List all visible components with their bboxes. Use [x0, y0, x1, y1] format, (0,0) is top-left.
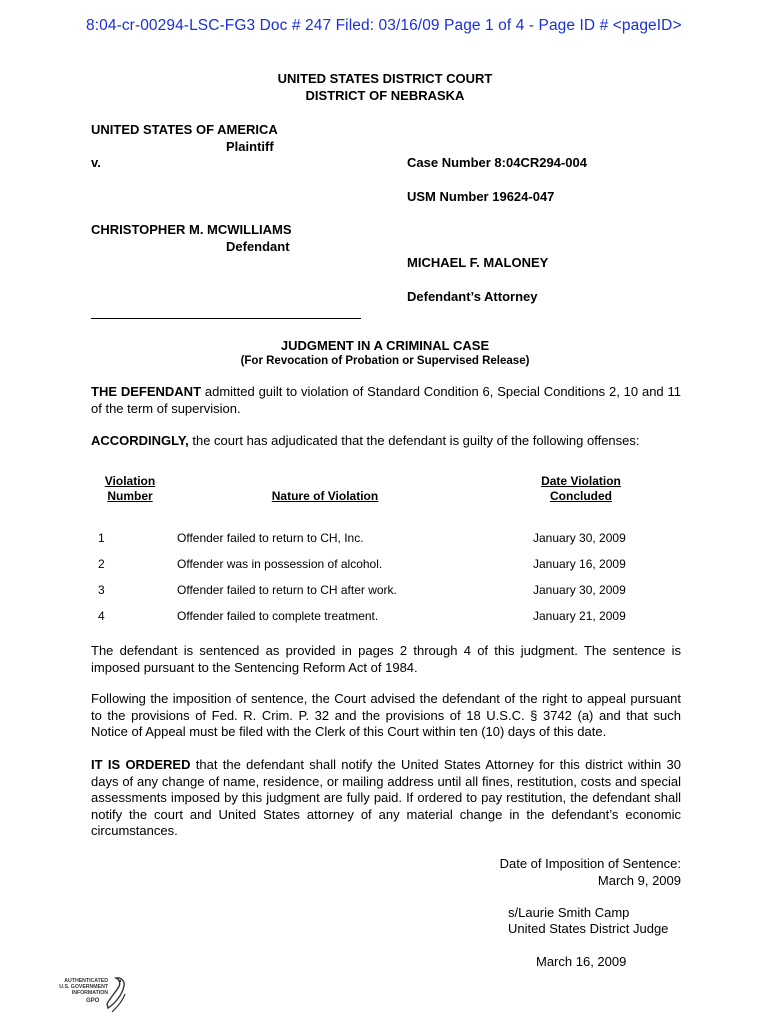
defendant-lead: THE DEFENDANT	[91, 384, 202, 399]
versus: v.	[91, 155, 101, 170]
judgment-subtitle: (For Revocation of Probation or Supervised Release)	[240, 355, 530, 367]
row-3-nature: Offender failed to return to CH after work.	[177, 583, 397, 597]
col-nature: Nature of Violation	[271, 489, 379, 503]
judge-signature: s/Laurie Smith Camp	[508, 905, 630, 920]
attorney-role: Defendant’s Attorney	[407, 289, 538, 304]
appeal-paragraph: Following the imposition of sentence, the Court advised the defendant of the right to appeal pursuant to the provisions of Fed. R. Crim. P. 32 and the provisions of 18 U.S.C. § 3742 (a) and that such Notice of Appeal must be filed with the Clerk of this Court within ten (10) days of this date.	[91, 691, 681, 739]
defendant-name: CHRISTOPHER M. MCWILLIAMS	[91, 222, 292, 237]
row-2-date: January 16, 2009	[533, 557, 626, 571]
col-violation-number: Violation Number	[104, 474, 156, 503]
sentence-paragraph: The defendant is sentenced as provided in pages 2 through 4 of this judgment. The sentence is imposed pursuant to the Sentencing Reform Act of 1984.	[91, 643, 681, 675]
row-4-nature: Offender failed to complete treatment.	[177, 609, 379, 623]
defendant-text: admitted guilt to violation of Standard Condition 6, Special Conditions 2, 10 and 11 of the term of supervision.	[91, 384, 682, 416]
plaintiff-role: Plaintiff	[226, 139, 274, 154]
gpo-authentication-seal	[40, 974, 140, 1014]
accordingly-paragraph	[91, 433, 681, 450]
row-2-nature: Offender was in possession of alcohol.	[177, 557, 383, 571]
accordingly-text: the court has adjudicated that the defendant is guilty of the following offenses:	[188, 433, 640, 448]
row-4-number: 4	[98, 609, 105, 623]
ordered-text: that the defendant shall notify the United States Attorney for this district within 30 days of any change of name, residence, or mailing address until all fines, restitution, costs and special assessments imposed by this judgment are fully paid. If ordered to pay restitution, the defendant shall notify the court and United States attorney of any material change in the defendant’s economic circumstances.	[91, 757, 681, 838]
row-3-date: January 30, 2009	[533, 583, 626, 597]
row-3-number: 3	[98, 583, 105, 597]
col-date-concluded: Date Violation Concluded	[541, 474, 621, 503]
court-name: UNITED STATES DISTRICT COURT	[277, 71, 493, 86]
judge-title: United States District Judge	[508, 921, 669, 936]
ordered-paragraph	[91, 757, 681, 840]
usm-number: USM Number 19624-047	[407, 189, 555, 204]
imposition-label: Date of Imposition of Sentence:	[499, 856, 681, 871]
judgment-title: JUDGMENT IN A CRIMINAL CASE	[280, 338, 490, 353]
plaintiff-name: UNITED STATES OF AMERICA	[91, 122, 278, 137]
imposition-date: March 9, 2009	[597, 873, 681, 888]
judge-signed-date: March 16, 2009	[536, 954, 627, 969]
attorney-name: MICHAEL F. MALONEY	[407, 255, 549, 270]
row-4-date: January 21, 2009	[533, 609, 626, 623]
row-1-number: 1	[98, 531, 105, 545]
defendant-role: Defendant	[226, 239, 290, 254]
defendant-paragraph	[91, 384, 681, 417]
court-district: DISTRICT OF NEBRASKA	[305, 88, 465, 103]
row-1-nature: Offender failed to return to CH, Inc.	[177, 531, 364, 545]
ordered-lead: IT IS ORDERED	[91, 757, 191, 772]
eagle-icon	[104, 974, 128, 1014]
case-number: Case Number 8:04CR294-004	[407, 155, 587, 170]
case-header: 8:04-cr-00294-LSC-FG3 Doc # 247 Filed: 03/16/09 Page 1 of 4 - Page ID # <pageID>	[86, 17, 682, 34]
seal-text: AUTHENTICATED U.S. GOVERNMENT INFORMATION	[59, 978, 108, 996]
seal-gpo-label: GPO	[86, 998, 100, 1004]
caption-rule	[91, 318, 361, 319]
row-1-date: January 30, 2009	[533, 531, 626, 545]
accordingly-lead: ACCORDINGLY,	[91, 433, 189, 448]
row-2-number: 2	[98, 557, 105, 571]
